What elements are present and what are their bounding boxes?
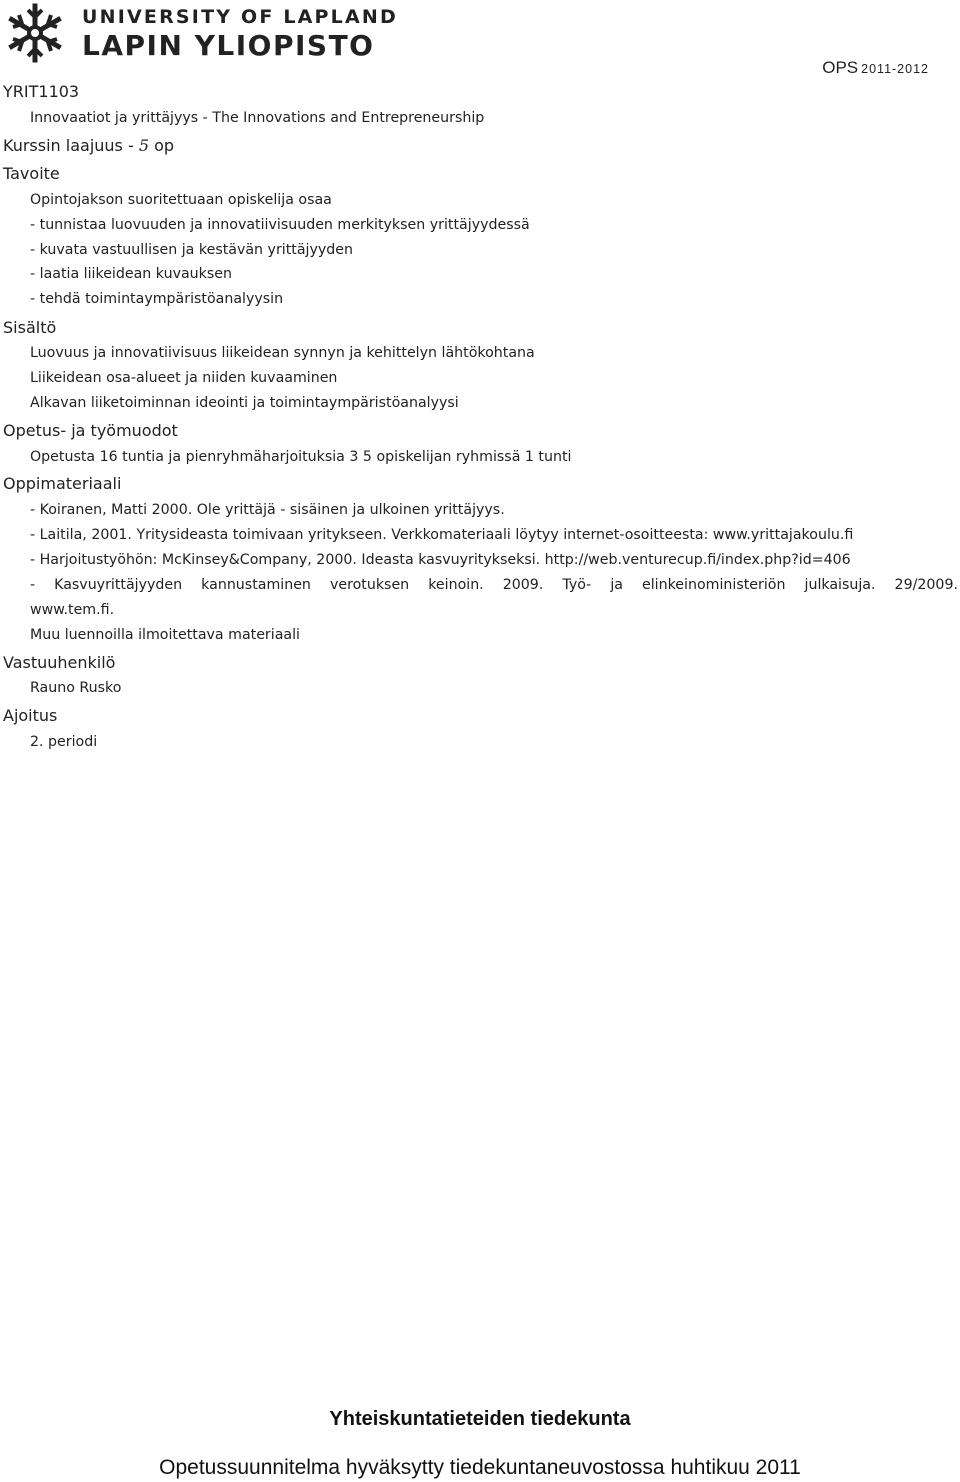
content-line: Liikeidean osa-alueet ja niiden kuvaaminen: [30, 370, 338, 386]
responsible-person: Rauno Rusko: [30, 680, 122, 696]
material-line: - Harjoitustyöhön: McKinsey&Company, 2000. Ideasta kasvuyritykseksi. http://web.venturecup.fi/index.php?id=406: [30, 552, 851, 568]
responsible-heading: Vastuuhenkilö: [3, 653, 116, 672]
material-line: - Laitila, 2001. Yritysideasta toimivaan yritykseen. Verkkomateriaali löytyy internet-osoitteesta: www.yrittajakoulu.fi: [30, 527, 854, 543]
course-size-value: 5: [138, 136, 150, 155]
material-line-long: - Kasvuyrittäjyyden kannustaminen verotuksen keinoin. 2009. Työ- ja elinkeinoministeriön julkaisuja. 29/2009.: [30, 577, 958, 593]
course-size: [3, 136, 174, 155]
course-size-unit: op: [154, 136, 175, 155]
goals-heading: Tavoite: [3, 164, 60, 183]
methods-text: Opetusta 16 tuntia ja pienryhmäharjoituksia 3 5 opiskelijan ryhmissä 1 tunti: [30, 449, 572, 465]
content-heading: Sisältö: [3, 318, 57, 337]
snowflake-logo-icon: [4, 2, 66, 64]
curriculum-period: [822, 58, 929, 78]
material-line-continued: www.tem.fi.: [30, 602, 115, 618]
content-line: Alkavan liiketoiminnan ideointi ja toimintaympäristöanalyysi: [30, 395, 459, 411]
goal-line: Opintojakson suoritettuaan opiskelija osaa: [30, 192, 332, 208]
faculty-name: Yhteiskuntatieteiden tiedekunta: [329, 1408, 631, 1430]
goal-line: - kuvata vastuullisen ja kestävän yrittäjyyden: [30, 242, 354, 258]
goal-line: - laatia liikeidean kuvauksen: [30, 266, 232, 282]
material-line: - Koiranen, Matti 2000. Ole yrittäjä - sisäinen ja ulkoinen yrittäjyys.: [30, 502, 505, 518]
materials-heading: Oppimateriaali: [3, 474, 122, 493]
goal-line: - tehdä toimintaympäristöanalyysin: [30, 291, 284, 307]
ops-label: OPS: [822, 58, 859, 77]
timing-heading: Ajoitus: [3, 706, 58, 725]
logo-text-english: UNIVERSITY OF LAPLAND: [82, 6, 398, 28]
material-extra: Muu luennoilla ilmoitettava materiaali: [30, 627, 300, 643]
course-name: Innovaatiot ja yrittäjyys - The Innovations and Entrepreneurship: [30, 110, 485, 126]
content-line: Luovuus ja innovatiivisuus liikeidean synnyn ja kehittelyn lähtökohtana: [30, 345, 535, 361]
university-logo: [4, 2, 398, 68]
logo-text-finnish: LAPIN YLIOPISTO: [82, 29, 375, 62]
approval-note: Opetussuunnitelma hyväksytty tiedekuntaneuvostossa huhtikuu 2011: [159, 1456, 801, 1479]
ops-years: 2011-2012: [861, 62, 929, 76]
goal-line: - tunnistaa luovuuden ja innovatiivisuuden merkityksen yrittäjyydessä: [30, 217, 530, 233]
course-size-label: Kurssin laajuus -: [3, 136, 134, 155]
course-code: YRIT1103: [3, 82, 80, 101]
timing-value: 2. periodi: [30, 734, 98, 750]
methods-heading: Opetus- ja työmuodot: [3, 421, 178, 440]
